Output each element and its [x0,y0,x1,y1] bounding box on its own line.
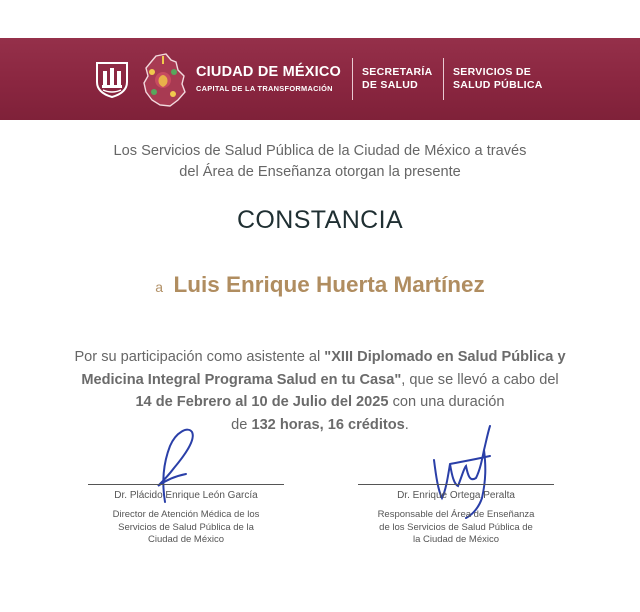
cdmx-emblem-icon [138,50,188,110]
description-line [0,414,640,437]
description-text: , que se llevó a cabo del [401,371,559,388]
recipient-prefix: a [155,279,164,295]
signature-right-image [420,420,510,520]
signature-right-role-line: de los Servicios de Salud Pública de [379,521,533,533]
intro-line2: del Área de Enseñanza otorgan la presente [179,164,461,180]
secretaria-line2: DE SALUD [362,79,419,91]
recipient-name: Luis Enrique Huerta Martínez [173,272,485,297]
brand-subtitle: CAPITAL DE LA TRANSFORMACIÓN [196,84,333,93]
description-text: . [404,416,409,433]
signature-left-role [88,509,284,547]
secretaria-label [362,66,432,92]
signature-right-role [358,509,554,547]
signature-line-right [358,484,554,485]
signature-right-role-line: la Ciudad de México [412,534,500,545]
description-bold: Medicina Integral Programa Salud en tu Casa" [81,371,402,388]
brand-block [196,64,341,93]
description-line [0,346,640,369]
description-text: Por su participación como asistente al [74,349,325,365]
signature-line-left [88,484,284,485]
intro-text [0,141,640,183]
description-text: con una duración [388,394,505,410]
signature-left-name: Dr. Plácido Enrique León García [114,490,258,501]
description-line [0,369,640,392]
description-text: de [231,416,252,433]
servicios-line1: SERVICIOS DE [453,66,532,78]
secretaria-line1: SECRETARÍA [362,66,433,78]
signature-left-role-line: Ciudad de México [147,534,225,545]
description-bold: "XIII Diplomado en Salud Pública y [324,349,566,365]
brand-title: CIUDAD DE MÉXICO [196,64,341,80]
signature-left-role-line: Servicios de Salud Pública de la [118,521,254,533]
description-line [0,391,640,414]
signature-right-role-line: Responsable del Área de Enseñanza [377,509,535,520]
certificate-title: CONSTANCIA [236,206,404,234]
signature-right-name: Dr. Enrique Ortega Peralta [397,490,515,501]
header-divider [443,58,444,100]
city-crest-icon [94,60,130,98]
description-bold: 14 de Febrero al 10 de Julio del 2025 [135,394,389,410]
signature-left-role-line: Director de Atención Médica de los [112,509,260,520]
intro-line1: Los Servicios de Salud Pública de la Ciudad de México a través [113,143,527,159]
description [0,346,640,436]
header-band [0,38,640,120]
description-bold: 132 horas, 16 créditos [251,416,405,433]
header-divider [352,58,353,100]
servicios-line2: SALUD PÚBLICA [453,79,543,91]
servicios-label [453,66,543,92]
recipient-row [0,272,640,298]
